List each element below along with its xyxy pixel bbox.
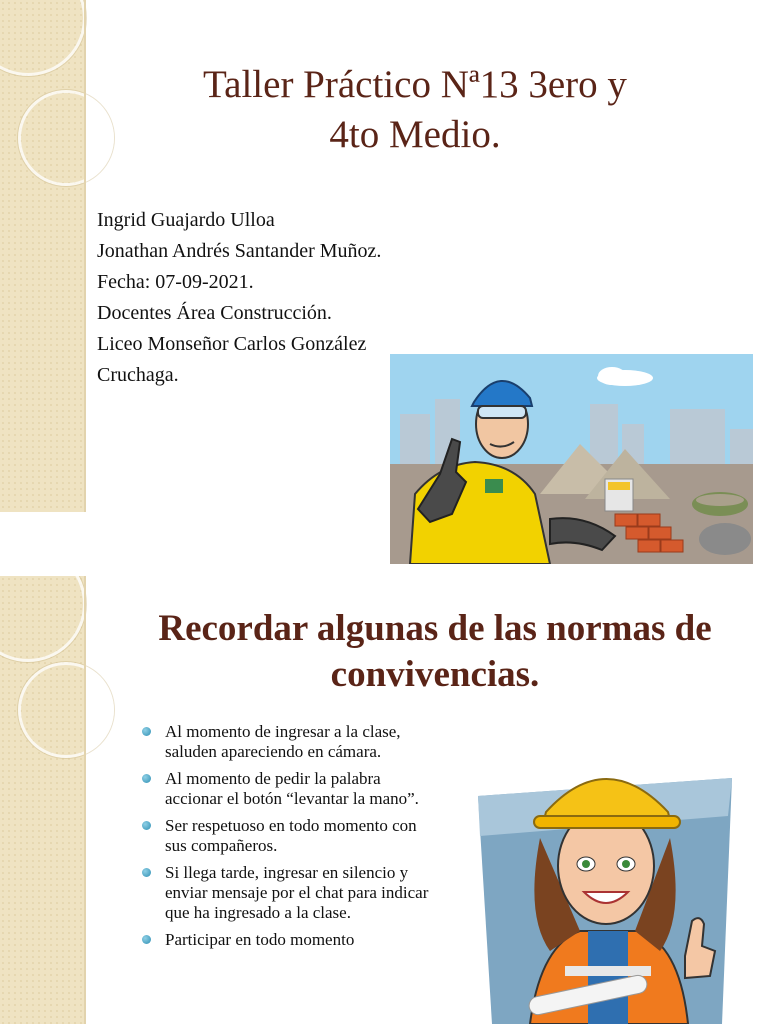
female-worker-image <box>470 746 738 1024</box>
section-title-line-1: Recordar algunas de las normas de <box>158 608 712 649</box>
rule-item: Ser respetuoso en todo momento con sus compañeros. <box>142 816 442 856</box>
ring-decoration <box>0 576 86 662</box>
ring-decoration <box>0 0 86 76</box>
ring-decoration <box>18 662 114 758</box>
title-line-1: Taller Práctico Nª13 3ero y <box>203 63 627 106</box>
info-line: Ingrid Guajardo Ulloa <box>97 209 275 231</box>
rule-item: Participar en todo momento <box>142 930 442 950</box>
bullet-icon <box>142 868 151 877</box>
rule-item: Si llega tarde, ingresar en silencio y enviar mensaje por el chat para indicar que ha ingresado a la clase. <box>142 863 442 923</box>
info-line: Jonathan Andrés Santander Muñoz. <box>97 240 382 262</box>
section-title <box>120 606 750 698</box>
rule-item: Al momento de pedir la palabra accionar el botón “levantar la mano”. <box>142 769 442 809</box>
bullet-icon <box>142 727 151 736</box>
title-line-2: 4to Medio. <box>329 113 501 156</box>
rules-list <box>142 722 442 957</box>
decorative-strip <box>0 0 84 512</box>
info-line: Liceo Monseñor Carlos González Cruchaga. <box>97 333 367 386</box>
bullet-icon <box>142 935 151 944</box>
bullet-icon <box>142 821 151 830</box>
page-title <box>120 60 710 160</box>
author-info-list <box>97 205 417 391</box>
section-title-line-2: convivencias. <box>330 654 540 695</box>
slide-2 <box>0 576 768 1024</box>
ring-decoration <box>18 90 114 186</box>
info-line: Fecha: 07-09-2021. <box>97 271 254 293</box>
bullet-icon <box>142 774 151 783</box>
construction-worker-image <box>390 354 753 564</box>
decorative-strip <box>0 576 84 1024</box>
rule-item: Al momento de ingresar a la clase, saluden apareciendo en cámara. <box>142 722 442 762</box>
info-line: Docentes Área Construcción. <box>97 302 332 324</box>
